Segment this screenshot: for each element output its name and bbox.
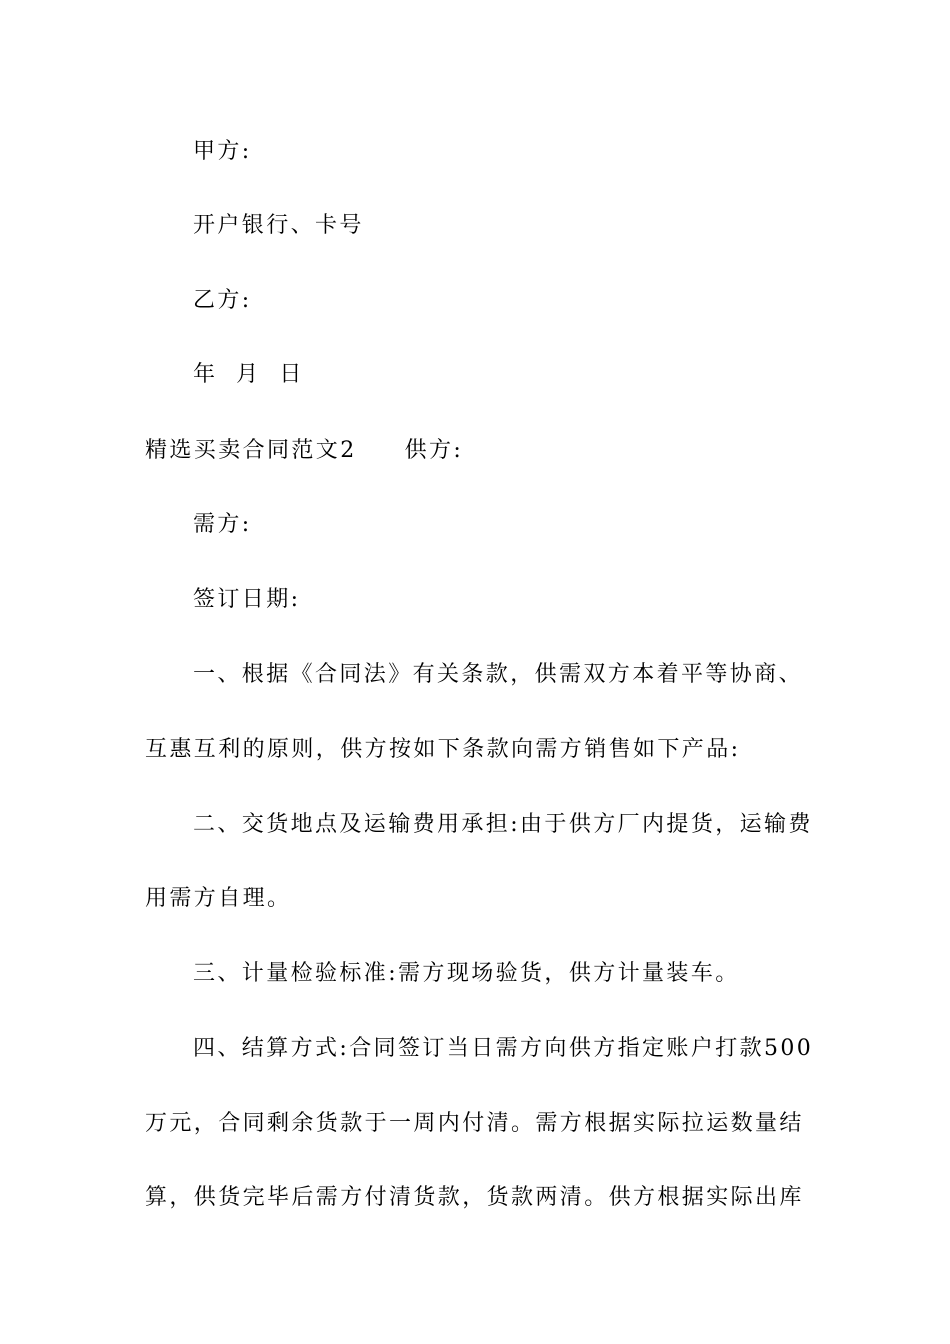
clause-3-line-1: 三、计量检验标准:需方现场验货，供方计量装车。 [193, 961, 740, 986]
buyer-label: 需方: [193, 512, 252, 537]
section-title-line [145, 436, 463, 466]
clause-2-line-1: 二、交货地点及运输费用承担:由于供方厂内提货，运输费 [193, 812, 813, 837]
clause-4-line-1: 四、结算方式:合同签订当日需方向供方指定账户打款500 [193, 1036, 814, 1061]
date-line: 年 月 日 [193, 362, 304, 387]
supplier-label: 供方: [404, 438, 464, 463]
clause-4-line-2: 万元，合同剩余货款于一周内付清。需方根据实际拉运数量结 [145, 1111, 804, 1136]
document-title: 精选买卖合同范文2 [145, 438, 357, 463]
clause-1-line-2: 互惠互利的原则，供方按如下条款向需方销售如下产品: [145, 737, 741, 762]
clause-1-line-1: 一、根据《合同法》有关条款，供需双方本着平等协商、 [193, 662, 804, 687]
party-a-label: 甲方: [193, 139, 252, 164]
bank-account-label: 开户银行、卡号 [193, 213, 364, 238]
clause-2-line-2: 用需方自理。 [145, 886, 292, 911]
party-b-label: 乙方: [193, 288, 252, 313]
signing-date-label: 签订日期: [193, 587, 301, 612]
clause-4-line-3: 算，供货完毕后需方付清货款，货款两清。供方根据实际出库 [145, 1185, 804, 1210]
